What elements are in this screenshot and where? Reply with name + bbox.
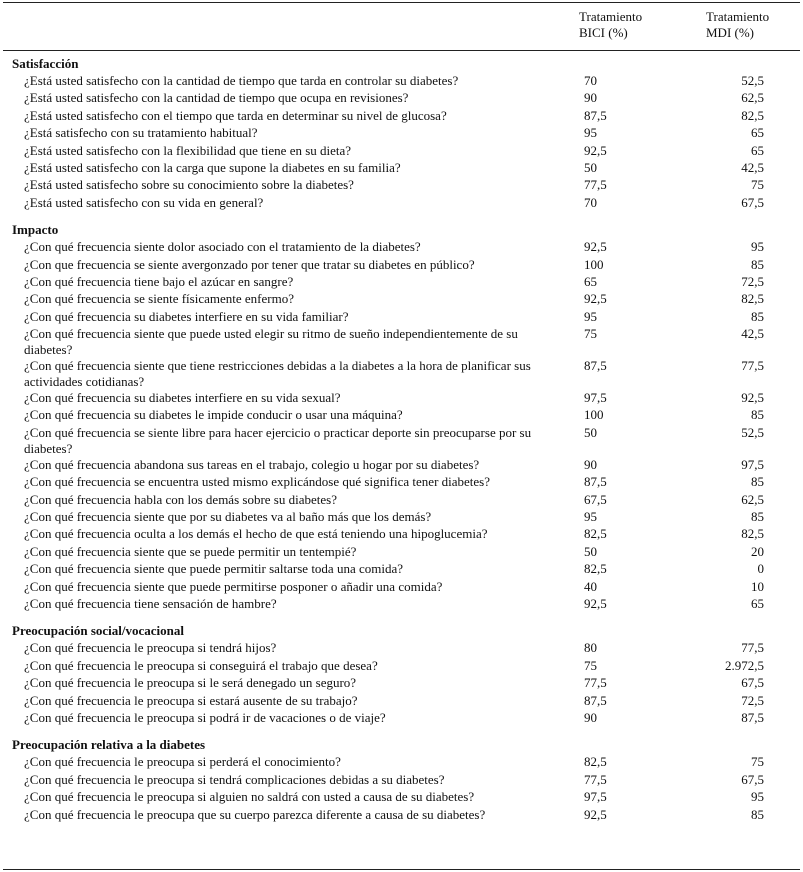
table-row (0, 526, 803, 543)
mdi-value-cell: 65 (751, 595, 764, 611)
mdi-value-cell: 72,5 (741, 273, 764, 289)
bici-value-cell: 100 (584, 407, 604, 423)
bici-value-cell: 50 (584, 159, 597, 175)
column-header-bici (579, 9, 642, 41)
mdi-value-cell: 72,5 (741, 692, 764, 708)
question-cell: ¿Con qué frecuencia le preocupa si conseguirá el trabajo que desea? (24, 657, 378, 673)
table-row (0, 90, 803, 107)
question-cell: ¿Está satisfecho con su tratamiento habitual? (24, 125, 258, 141)
table-row (0, 789, 803, 806)
table-row (0, 579, 803, 596)
table-row (0, 125, 803, 142)
mdi-value-cell: 95 (751, 239, 764, 255)
table-row (0, 407, 803, 424)
bici-value-cell: 82,5 (584, 754, 607, 770)
mdi-value-cell: 65 (751, 142, 764, 158)
bici-value-cell: 75 (584, 326, 597, 342)
table-row (0, 309, 803, 326)
table-row (0, 509, 803, 526)
question-cell: ¿Con qué frecuencia su diabetes interfiere en su vida sexual? (24, 390, 341, 406)
table-row (0, 257, 803, 274)
mdi-value-cell: 42,5 (741, 159, 764, 175)
bici-value-cell: 77,5 (584, 177, 607, 193)
mdi-value-cell: 20 (751, 543, 764, 559)
mdi-value-cell: 95 (751, 789, 764, 805)
bici-value-cell: 80 (584, 640, 597, 656)
question-cell: ¿Con qué frecuencia siente que puede usted elegir su ritmo de sueño independientemente de su diabetes? (24, 326, 518, 358)
table-row (0, 390, 803, 407)
mdi-value-cell: 0 (757, 561, 764, 577)
column-header-mdi (706, 9, 769, 41)
mdi-value-cell: 85 (751, 509, 764, 525)
table-row (0, 693, 803, 710)
column-header-bici-line1: Tratamiento (579, 9, 643, 24)
table-top-rule (3, 2, 800, 3)
mdi-value-cell: 75 (751, 754, 764, 770)
mdi-value-cell: 67,5 (741, 771, 764, 787)
column-header-bici-line2: BICI (%) (579, 25, 628, 40)
table-row (0, 596, 803, 613)
table-row (0, 561, 803, 578)
table-row (0, 754, 803, 771)
table-row (0, 195, 803, 212)
bici-value-cell: 97,5 (584, 789, 607, 805)
bici-value-cell: 90 (584, 90, 597, 106)
mdi-value-cell: 10 (751, 578, 764, 594)
table-row (0, 544, 803, 561)
mdi-value-cell: 42,5 (741, 326, 764, 342)
question-cell: ¿Con qué frecuencia abandona sus tareas en el trabajo, colegio u hogar por su diabetes? (24, 456, 480, 472)
header-rule (3, 50, 800, 51)
mdi-value-cell: 67,5 (741, 194, 764, 210)
question-cell: ¿Con qué frecuencia habla con los demás sobre su diabetes? (24, 491, 337, 507)
question-cell: ¿Con qué frecuencia se siente libre para hacer ejercicio o practicar deporte sin preocuparse por su diabetes? (24, 424, 532, 456)
table-section (0, 55, 803, 212)
bici-value-cell: 95 (584, 308, 597, 324)
mdi-value-cell: 52,5 (741, 424, 764, 440)
table-row (0, 143, 803, 160)
question-cell: ¿Con qué frecuencia le preocupa si estará ausente de su trabajo? (24, 692, 358, 708)
column-header-mdi-line1: Tratamiento (706, 9, 770, 24)
bici-value-cell: 92,5 (584, 142, 607, 158)
bici-value-cell: 92,5 (584, 595, 607, 611)
bici-value-cell: 87,5 (584, 107, 607, 123)
bici-value-cell: 97,5 (584, 390, 607, 406)
mdi-value-cell: 85 (751, 474, 764, 490)
bici-value-cell: 90 (584, 456, 597, 472)
bici-value-cell: 92,5 (584, 239, 607, 255)
mdi-value-cell: 85 (751, 308, 764, 324)
table-section (0, 736, 803, 824)
mdi-value-cell: 52,5 (741, 73, 764, 88)
section-title: Impacto (12, 222, 59, 238)
table-row (0, 710, 803, 727)
table-row (0, 73, 803, 90)
bici-value-cell: 77,5 (584, 675, 607, 691)
question-cell: ¿Con qué frecuencia le preocupa si perderá el conocimiento? (24, 754, 341, 770)
table-row (0, 160, 803, 177)
mdi-value-cell: 85 (751, 407, 764, 423)
section-title: Satisfacción (12, 56, 79, 71)
bici-value-cell: 87,5 (584, 358, 607, 374)
table-row (0, 274, 803, 291)
table-bottom-rule (3, 869, 800, 870)
question-cell: ¿Está usted satisfecho con la cantidad de tiempo que tarda en controlar su diabetes? (24, 73, 459, 88)
table-row (0, 658, 803, 675)
mdi-value-cell: 87,5 (741, 709, 764, 725)
bici-value-cell: 95 (584, 509, 597, 525)
mdi-value-cell: 65 (751, 125, 764, 141)
table-row (0, 474, 803, 491)
table-row (0, 492, 803, 509)
bici-value-cell: 50 (584, 424, 597, 440)
question-cell: ¿Con qué frecuencia le preocupa si alguien no saldrá con usted a causa de su diabetes? (24, 789, 475, 805)
mdi-value-cell: 82,5 (741, 526, 764, 542)
question-cell: ¿Con qué frecuencia siente que tiene restricciones debidas a la diabetes a la hora de planificar sus actividades cotidianas? (24, 358, 531, 390)
question-cell: ¿Con qué frecuencia le preocupa si tendrá complicaciones debidas a su diabetes? (24, 771, 445, 787)
question-cell: ¿Con qué frecuencia siente que puede permitirse posponer o añadir una comida? (24, 578, 443, 594)
mdi-value-cell: 82,5 (741, 107, 764, 123)
table-row (0, 239, 803, 256)
mdi-value-cell: 62,5 (741, 90, 764, 106)
table-row (0, 425, 803, 457)
question-cell: ¿Con qué frecuencia le preocupa que su cuerpo parezca diferente a causa de su diabetes? (24, 806, 486, 822)
question-cell: ¿Con qué frecuencia siente que se puede permitir un tentempié? (24, 543, 357, 559)
question-cell: ¿Con qué frecuencia su diabetes interfiere en su vida familiar? (24, 308, 349, 324)
mdi-value-cell: 85 (751, 256, 764, 272)
mdi-value-cell: 67,5 (741, 675, 764, 691)
column-header-mdi-line2: MDI (%) (706, 25, 755, 40)
question-cell: ¿Con qué frecuencia siente que puede permitir saltarse toda una comida? (24, 561, 404, 577)
mdi-value-cell: 2.972,5 (725, 657, 764, 673)
table-row (0, 358, 803, 390)
bici-value-cell: 92,5 (584, 806, 607, 822)
mdi-value-cell: 77,5 (741, 358, 764, 374)
question-cell: ¿Con qué frecuencia tiene sensación de hambre? (24, 595, 277, 611)
question-cell: ¿Con qué frecuencia se siente físicamente enfermo? (24, 291, 294, 307)
table-row (0, 326, 803, 358)
mdi-value-cell: 62,5 (741, 491, 764, 507)
bici-value-cell: 50 (584, 543, 597, 559)
bici-value-cell: 95 (584, 125, 597, 141)
mdi-value-cell: 75 (751, 177, 764, 193)
bici-value-cell: 100 (584, 256, 604, 272)
question-cell: ¿Con qué frecuencia se encuentra usted mismo explicándose qué significa tener diabetes? (24, 474, 491, 490)
question-cell: ¿Con qué frecuencia le preocupa si le será denegado un seguro? (24, 675, 357, 691)
question-cell: ¿Con qué frecuencia tiene bajo el azúcar en sangre? (24, 273, 294, 289)
question-cell: ¿Está usted satisfecho con el tiempo que tarda en determinar su nivel de glucosa? (24, 107, 447, 123)
table-row (0, 640, 803, 657)
question-cell: ¿Con qué frecuencia le preocupa si podrá ir de vacaciones o de viaje? (24, 709, 386, 725)
table-row (0, 291, 803, 308)
bici-value-cell: 92,5 (584, 291, 607, 307)
bici-value-cell: 40 (584, 578, 597, 594)
question-cell: ¿Con que frecuencia se siente avergonzado por tener que tratar su diabetes en público? (24, 256, 475, 272)
question-cell: ¿Está usted satisfecho sobre su conocimiento sobre la diabetes? (24, 177, 354, 193)
question-cell: ¿Con qué frecuencia su diabetes le impide conducir o usar una máquina? (24, 407, 403, 423)
table-row (0, 177, 803, 194)
question-cell: ¿Con qué frecuencia siente que por su diabetes va al baño más que los demás? (24, 509, 432, 525)
mdi-value-cell: 85 (751, 806, 764, 822)
question-cell: ¿Está usted satisfecho con la flexibilidad que tiene en su dieta? (24, 142, 352, 158)
table-row (0, 675, 803, 692)
mdi-value-cell: 97,5 (741, 456, 764, 472)
mdi-value-cell: 92,5 (741, 390, 764, 406)
bici-value-cell: 70 (584, 194, 597, 210)
table-section (0, 221, 803, 613)
bici-value-cell: 90 (584, 709, 597, 725)
question-cell: ¿Está usted satisfecho con la carga que supone la diabetes en su familia? (24, 159, 401, 175)
bici-value-cell: 77,5 (584, 771, 607, 787)
table-row (0, 807, 803, 824)
section-title: Preocupación social/vocacional (12, 623, 184, 639)
table-row (0, 457, 803, 474)
bici-value-cell: 65 (584, 273, 597, 289)
table-row (0, 108, 803, 125)
bici-value-cell: 70 (584, 73, 597, 88)
bici-value-cell: 82,5 (584, 526, 607, 542)
question-cell: ¿Con qué frecuencia oculta a los demás el hecho de que está teniendo una hipoglucemia? (24, 526, 488, 542)
table-row (0, 772, 803, 789)
question-cell: ¿Está usted satisfecho con su vida en general? (24, 194, 264, 210)
mdi-value-cell: 77,5 (741, 640, 764, 656)
bici-value-cell: 87,5 (584, 474, 607, 490)
table-body (0, 55, 803, 833)
bici-value-cell: 82,5 (584, 561, 607, 577)
section-title: Preocupación relativa a la diabetes (12, 737, 206, 753)
bici-value-cell: 87,5 (584, 692, 607, 708)
table-section (0, 622, 803, 727)
question-cell: ¿Con qué frecuencia siente dolor asociado con el tratamiento de la diabetes? (24, 239, 421, 255)
question-cell: ¿Está usted satisfecho con la cantidad de tiempo que ocupa en revisiones? (24, 90, 409, 106)
question-cell: ¿Con qué frecuencia le preocupa si tendrá hijos? (24, 640, 277, 656)
mdi-value-cell: 82,5 (741, 291, 764, 307)
bici-value-cell: 67,5 (584, 491, 607, 507)
bici-value-cell: 75 (584, 657, 597, 673)
